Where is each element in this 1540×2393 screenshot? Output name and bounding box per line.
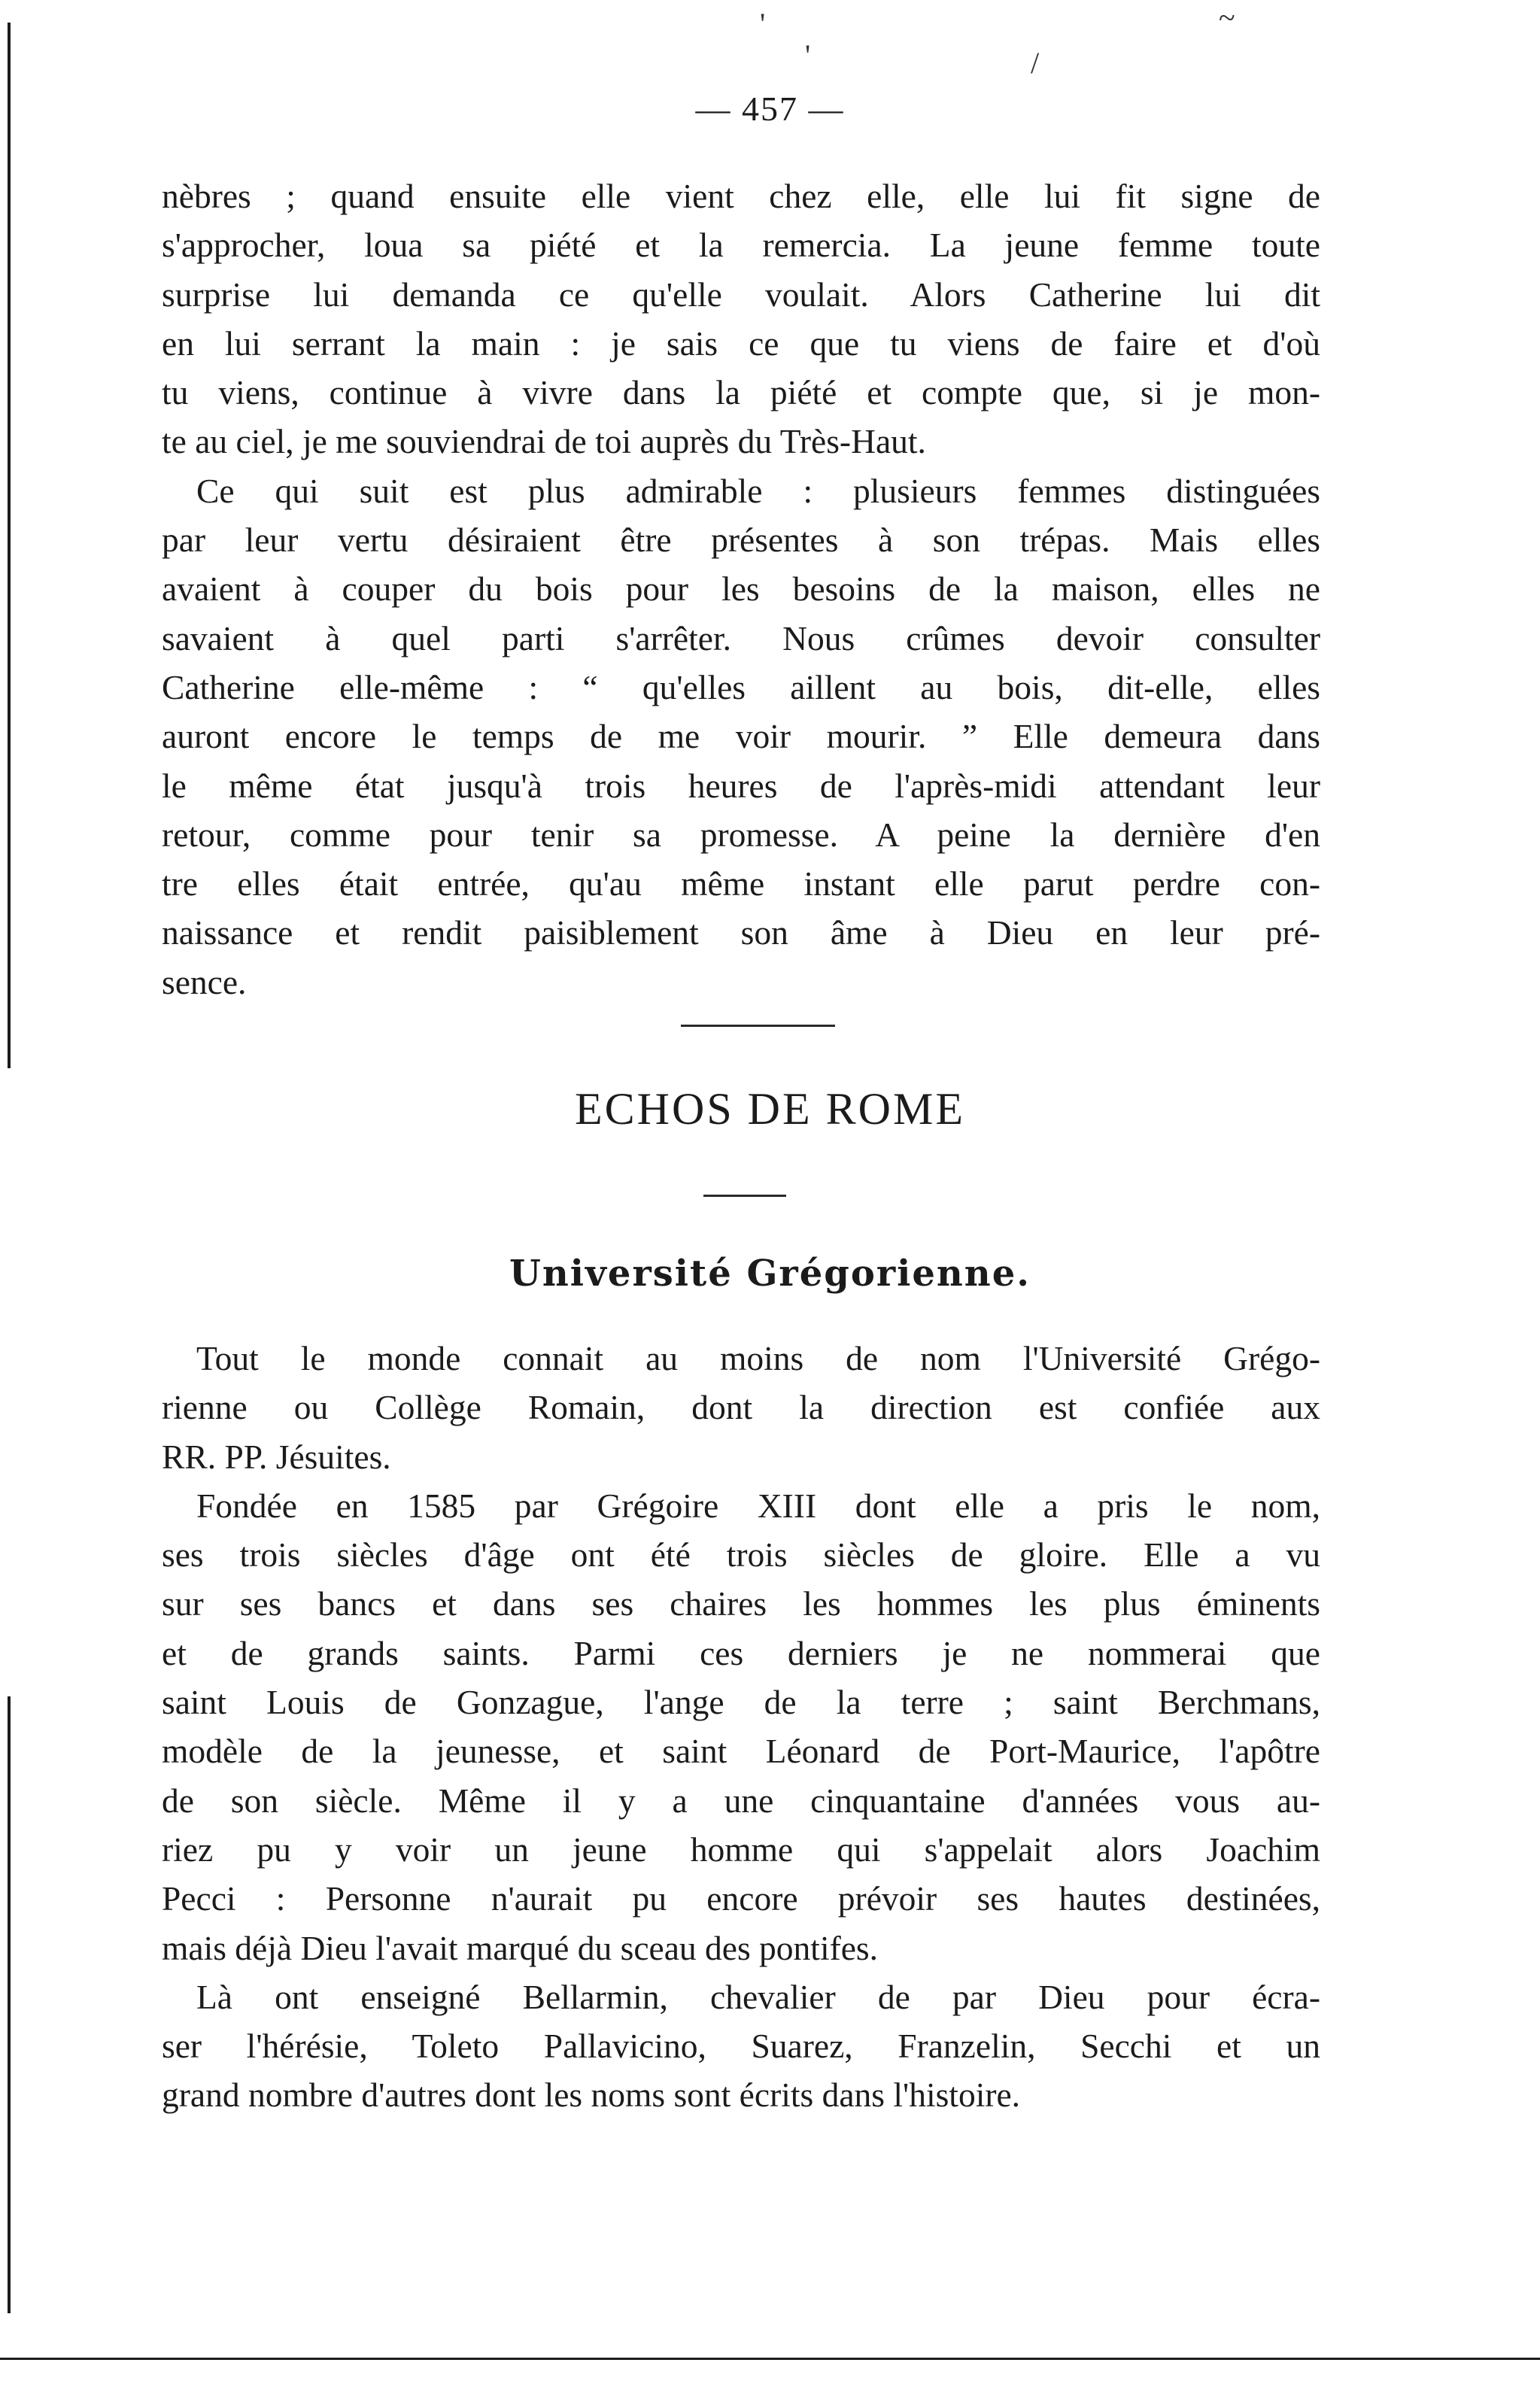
paragraph: [162, 1334, 1320, 1481]
text-line: tu viens, continue à vivre dans la piété et compte que, si je mon-: [162, 373, 1320, 412]
scan-speck: /: [1031, 46, 1040, 80]
text-line: rienne ou Collège Romain, dont la direction est confiée aux: [162, 1388, 1320, 1427]
text-line: saint Louis de Gonzague, l'ange de la terre ; saint Berchmans,: [162, 1683, 1320, 1722]
text-line: RR. PP. Jésuites.: [162, 1437, 391, 1476]
page-number: — 457 —: [695, 90, 845, 128]
scan-speck: ': [805, 38, 811, 72]
text-line: en lui serrant la main : je sais ce que tu viens de faire et d'où: [162, 323, 1320, 363]
text-line: nèbres ; quand ensuite elle vient chez elle, elle lui fit signe de: [162, 177, 1320, 215]
scan-margin-line: [8, 23, 11, 1068]
body-text-top: [162, 172, 1320, 1007]
text-line: Catherine elle-même : “ qu'elles aillent au bois, dit-elle, elles: [162, 667, 1320, 706]
paragraph: [162, 1972, 1320, 2120]
body-text-bottom: [162, 1334, 1320, 2120]
scan-bottom-rule: [0, 2358, 1540, 2360]
text-line: avaient à couper du bois pour les besoins de la maison, elles ne: [162, 569, 1320, 609]
text-line: s'approcher, loua sa piété et la remercia. La jeune femme toute: [162, 226, 1320, 265]
text-line: Fondée en 1585 par Grégoire XIII dont elle a pris le nom,: [196, 1486, 1320, 1525]
text-line: riez pu y voir un jeune homme qui s'appelait alors Joachim: [162, 1830, 1320, 1869]
text-line: auront encore le temps de me voir mourir. ” Elle demeura dans: [162, 717, 1320, 756]
text-line: modèle de la jeunesse, et saint Léonard de Port-Maurice, l'apôtre: [162, 1732, 1320, 1771]
text-line: Pecci : Personne n'aurait pu encore prévoir ses hautes destinées,: [162, 1879, 1320, 1918]
text-line: retour, comme pour tenir sa promesse. A peine la dernière d'en: [162, 815, 1320, 854]
text-line: par leur vertu désiraient être présentes à son trépas. Mais elles: [162, 521, 1320, 560]
scan-margin-line: [8, 1696, 11, 2313]
text-line: ses trois siècles d'âge ont été trois siècles de gloire. Elle a vu: [162, 1535, 1320, 1575]
section-subtitle: Université Grégorienne.: [509, 1253, 1031, 1295]
text-line: Tout le monde connait au moins de nom l'Université Grégo-: [196, 1339, 1320, 1377]
text-line: et de grands saints. Parmi ces derniers je ne nommerai que: [162, 1633, 1320, 1672]
text-line: sence.: [162, 962, 247, 1001]
paragraph: [162, 172, 1320, 466]
text-line: Là ont enseigné Bellarmin, chevalier de par Dieu pour écra-: [196, 1977, 1320, 2016]
text-line: naissance et rendit paisiblement son âme à Dieu en leur pré-: [162, 913, 1320, 952]
scan-speck: ': [760, 7, 766, 41]
text-line: sur ses bancs et dans ses chaires les hommes les plus éminents: [162, 1584, 1320, 1623]
section-title: ECHOS DE ROME: [574, 1084, 966, 1134]
text-line: Ce qui suit est plus admirable : plusieurs femmes distinguées: [196, 471, 1320, 510]
scan-speck: ~: [1219, 1, 1235, 35]
text-line: de son siècle. Même il y a une cinquantaine d'années vous au-: [162, 1781, 1320, 1820]
text-line: le même état jusqu'à trois heures de l'après-midi attendant leur: [162, 766, 1320, 805]
paragraph: [162, 466, 1320, 1007]
separator-rule: [681, 1025, 835, 1027]
text-line: grand nombre d'autres dont les noms sont écrits dans l'histoire.: [162, 2076, 1021, 2115]
paragraph: [162, 1481, 1320, 1972]
text-line: te au ciel, je me souviendrai de toi auprès du Très-Haut.: [162, 422, 926, 461]
text-line: mais déjà Dieu l'avait marqué du sceau des pontifes.: [162, 1928, 879, 1967]
text-line: surprise lui demanda ce qu'elle voulait. Alors Catherine lui dit: [162, 275, 1320, 314]
separator-rule: [703, 1195, 786, 1197]
text-line: savaient à quel parti s'arrêter. Nous crûmes devoir consulter: [162, 618, 1320, 657]
text-line: tre elles était entrée, qu'au même instant elle parut perdre con-: [162, 864, 1320, 903]
text-line: ser l'hérésie, Toleto Pallavicino, Suarez, Franzelin, Secchi et un: [162, 2027, 1320, 2066]
